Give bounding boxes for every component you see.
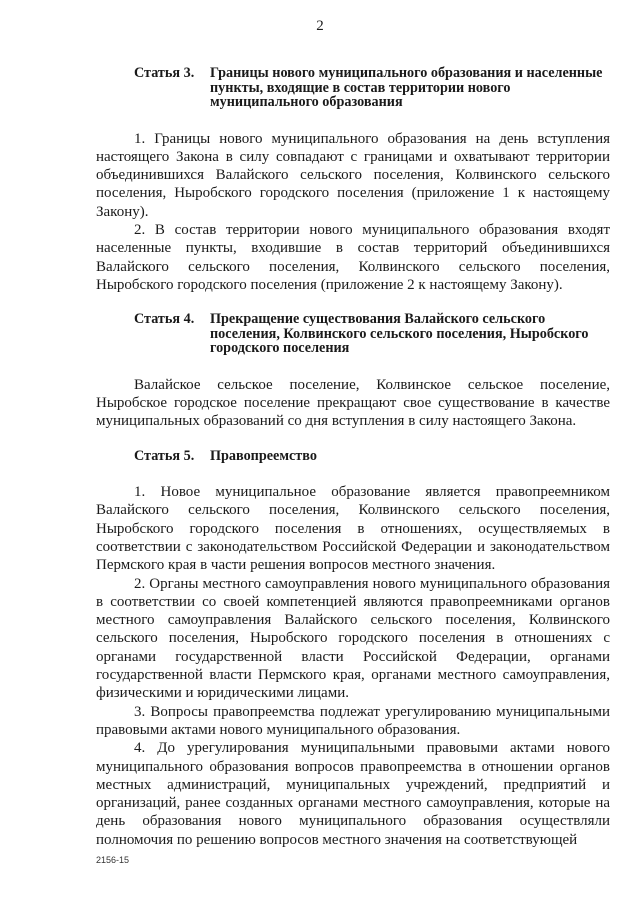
article-3-heading [134,66,610,110]
document-body [96,66,610,849]
article-4-title: Прекращение существования Валайского сельского поселения, Колвинского сельского поселения, Ныробского городского поселения [210,311,589,357]
page-number: 2 [316,18,324,34]
article-5-heading [134,449,610,464]
article-3-title: Границы нового муниципального образования и населенные пункты, входящие в состав территории нового муниципального образования [210,65,603,110]
article-3-paragraph-2: 2. В состав территории нового муниципального образования входят населенные пункты, входившие в состав территорий объединившихся Валайского сельского поселения, Колвинского сельского поселения, Ныробского городского поселения (приложение 2 к настоящему Закону). [96,221,610,293]
article-3-number: Статья 3. [134,65,195,81]
article-4-number: Статья 4. [134,311,195,328]
article-5-paragraph-3: 3. Вопросы правопреемства подлежат урегулированию муниципальными правовыми актами нового муниципального образования. [96,703,610,738]
article-4-paragraph-1: Валайское сельское поселение, Колвинское сельское поселение, Ныробское городское поселение прекращают свое существование в качестве муниципальных образований со дня вступления в силу настоящего Закона. [96,376,610,430]
article-4-heading [134,312,610,356]
article-5-title: Правопреемство [210,447,317,464]
article-5-paragraph-1: 1. Новое муниципальное образование является правопреемником Валайского сельского поселения, Колвинского сельского поселения, Ныробского городского поселения в отношениях, осуществляемых в соответствии с законодательством Российской Федерации и законодательством Пермского края в части решения вопросов местного значения. [96,484,610,574]
document-code: 2156-15 [96,855,130,865]
article-3-paragraph-1: 1. Границы нового муниципального образования на день вступления настоящего Закона в силу совпадают с границами и охватывают территории объединившихся Валайского сельского поселения, Колвинского сельского поселения, Ныробского городского поселения (приложение 1 к настоящему Закону). [96,130,610,220]
article-5-number: Статья 5. [134,447,195,464]
article-5-paragraph-4: 4. До урегулирования муниципальными правовыми актами нового муниципального образования вопросов правопреемства в отношении органов местных администраций, муниципальных учреждений, предприятий и организаций, ранее созданных органами местного самоуправления, которые на день образования нового муниципального образования осуществляли полномочия по решению вопросов местного значения на соответствующей [96,740,610,848]
article-5-paragraph-2: 2. Органы местного самоуправления нового муниципального образования в соответствии со своей компетенцией являются правопреемниками органов местного самоуправления Валайского сельского поселения, Колвинского сельского поселения, Ныробского городского поселения в отношениях с органами государственной власти Российской Федерации, органами государственной власти Пермского края, органами местного самоуправления, физическими и юридическими лицами. [96,575,610,702]
